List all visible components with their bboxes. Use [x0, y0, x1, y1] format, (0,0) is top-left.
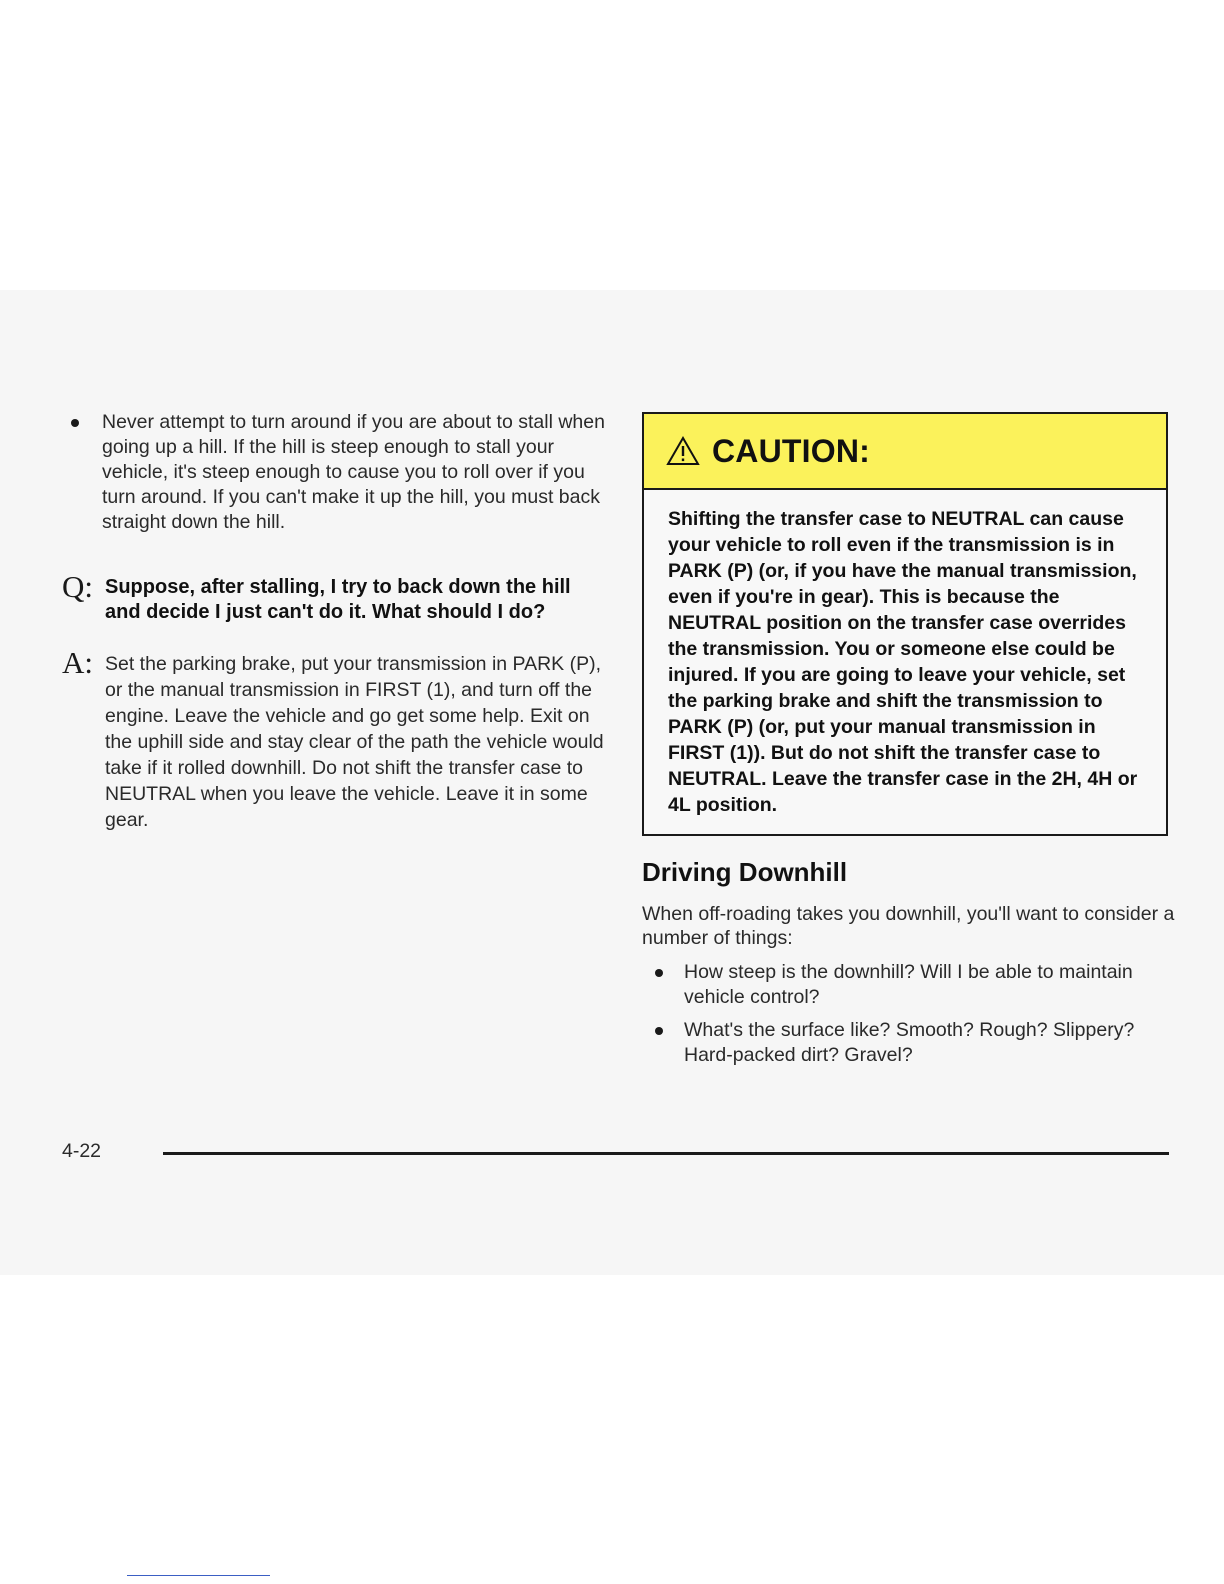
caution-header — [644, 414, 1166, 490]
right-column — [642, 856, 1182, 1076]
section-title: Driving Downhill — [642, 857, 848, 887]
left-column — [62, 410, 607, 833]
bullet-icon — [655, 1027, 663, 1035]
bullet-text: Never attempt to turn around if you are about to stall when going up a hill. If the hill is steep enough to stall your vehicle, it's steep enough to cause you to roll over if you turn around. If you can't make it up the hill, you must back straight down the hill. — [102, 411, 605, 533]
page-number: 4-22 — [62, 1140, 102, 1162]
caution-title: CAUTION: — [712, 432, 871, 469]
footer-divider — [163, 1152, 1169, 1155]
warning-triangle-icon — [666, 436, 700, 466]
bullet-icon — [655, 969, 663, 977]
question-text: Suppose, after stalling, I try to back down the hill and decide I just can't do it. What should I do? — [105, 576, 571, 623]
list-item — [62, 410, 607, 535]
answer-block — [62, 645, 607, 833]
caution-box — [642, 412, 1168, 836]
bullet-text: What's the surface like? Smooth? Rough? Slippery? Hard-packed dirt? Gravel? — [684, 1019, 1135, 1066]
caution-text: Shifting the transfer case to NEUTRAL can cause your vehicle to roll even if the transmission is in PARK (P) (or, if you have the manual transmission, even if you're in gear). This is because the NEUTRAL position on the transfer case overrides the transmission. You or someone else could be injured. If you are going to leave your vehicle, set the parking brake and shift the transmission to PARK (P) (or, put your manual transmission in FIRST (1)). But do not shift the transfer case to NEUTRAL. Leave the transfer case in the 2H, 4H or 4L position. — [668, 508, 1138, 816]
answer-marker: A: — [62, 645, 93, 680]
bullet-text: How steep is the downhill? Will I be able to maintain vehicle control? — [684, 961, 1133, 1008]
list-item — [642, 960, 1182, 1010]
section-intro: When off-roading takes you downhill, you'll want to consider a number of things: — [642, 903, 1175, 949]
bullet-icon — [71, 419, 79, 427]
list-item — [642, 1018, 1182, 1068]
link-underline — [127, 1575, 270, 1576]
answer-text: Set the parking brake, put your transmission in PARK (P), or the manual transmission in FIRST (1), and turn off the engine. Leave the vehicle and go get some help. Exit on the uphill side and stay clear of the path the vehicle would take if it rolled downhill. Do not shift the transfer case to NEUTRAL when you leave the vehicle. Leave it in some gear. — [105, 653, 604, 831]
question-marker: Q: — [62, 569, 93, 604]
question-block — [62, 569, 607, 625]
